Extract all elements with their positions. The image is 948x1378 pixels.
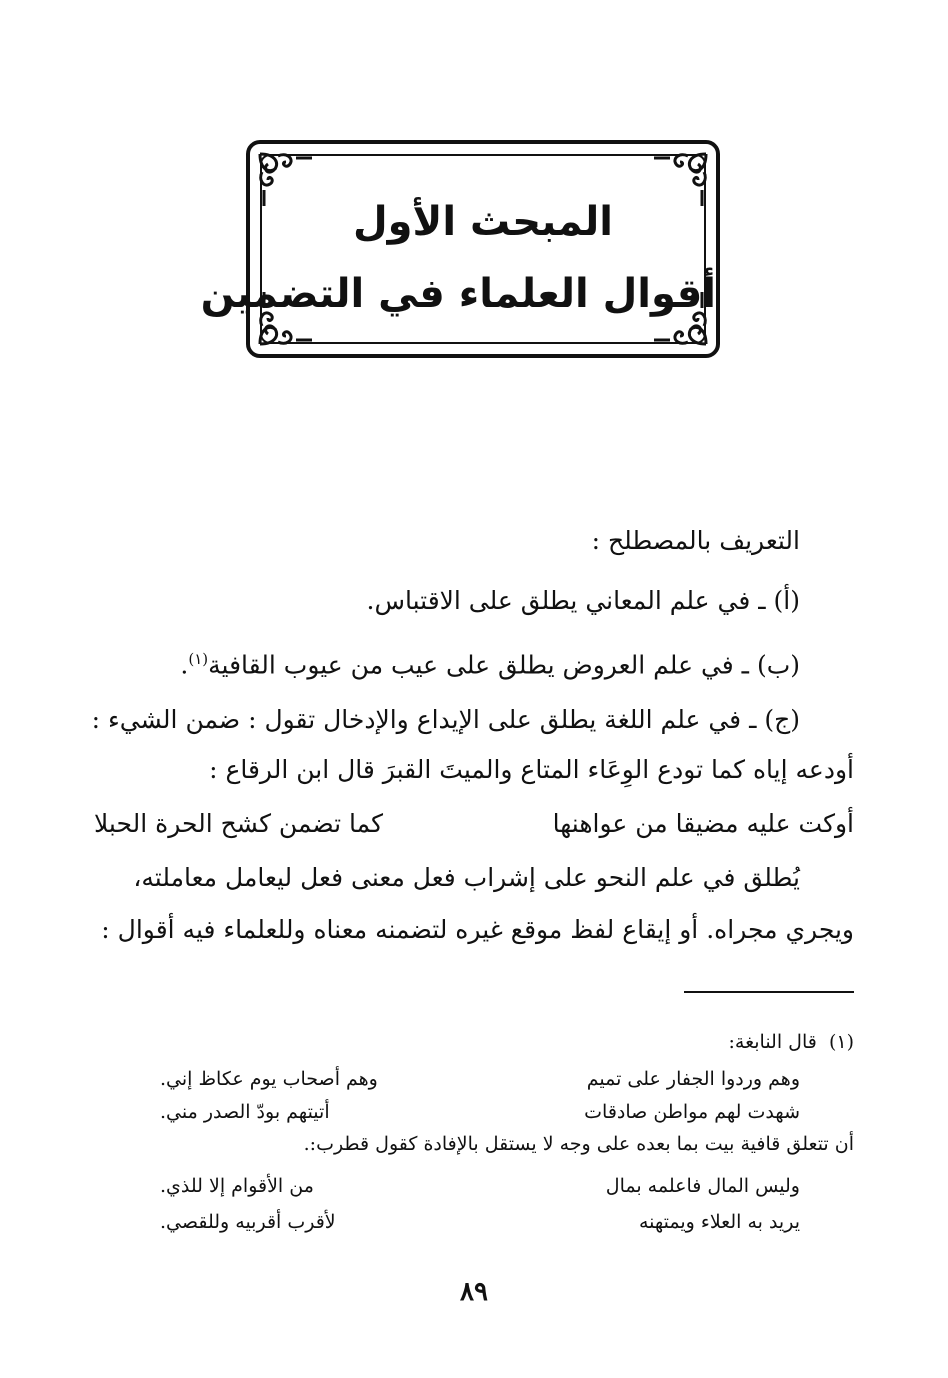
footnote-verse xyxy=(160,1169,800,1203)
verse-second-hemistich: لأقرب أقربيه وللقصي. xyxy=(160,1211,336,1233)
footnote-intro xyxy=(94,1025,854,1059)
verse-first-hemistich: يريد به العلاء ويمتهنه xyxy=(639,1211,800,1233)
definition-item-c-cont: أودعه إياه كما تودع الوِعَاء المتاع والميتَ القبرَ قال ابن الرقاع : xyxy=(209,755,854,784)
verse-first-hemistich: وليس المال فاعلمه بمال xyxy=(605,1175,800,1197)
grammar-paragraph-line2: ويجري مجراه. أو إيقاع لفظ موقع غيره لتضمنه معناه وللعلماء فيه أقوال : xyxy=(101,915,854,944)
chapter-subtitle: أقوال العلماء في التضمين xyxy=(200,271,716,317)
verse-second-hemistich: من الأقوام إلا للذي. xyxy=(160,1175,314,1197)
definition-item-a: (أ) ـ في علم المعاني يطلق على الاقتباس. xyxy=(366,586,800,615)
footnote-intro-text: قال النابغة: xyxy=(728,1031,817,1053)
verse-second-hemistich: كما تضمن كشح الحرة الحبلا xyxy=(94,809,383,838)
item-b-text: (ب) ـ في علم العروض يطلق على عيب من عيوب القافية xyxy=(208,650,800,680)
footnote-marker: (١) xyxy=(828,1031,854,1053)
definition-heading: التعريف بالمصطلح : xyxy=(591,526,800,555)
chapter-title-frame xyxy=(200,140,720,358)
footnote-ref: (١) xyxy=(188,650,209,668)
verse-first-hemistich: أوكت عليه مضيقا من عواهنها xyxy=(552,809,854,838)
poem-verse xyxy=(94,802,854,846)
verse-second-hemistich: أتيتهم بودّ الصدر مني. xyxy=(160,1101,330,1123)
page-number: ٨٩ xyxy=(460,1277,488,1307)
definition-item-c: (ج) ـ في علم اللغة يطلق على الإيداع والإدخال تقول : ضمن الشيء : xyxy=(91,705,800,734)
definition-item-b xyxy=(40,637,800,687)
verse-second-hemistich: وهم أصحاب يوم عكاظ إني. xyxy=(160,1068,378,1090)
verse-first-hemistich: شهدت لهم مواطن صادقات xyxy=(584,1101,800,1123)
footnote-verse xyxy=(160,1205,800,1239)
verse-first-hemistich: وهم وردوا الجفار على تميم xyxy=(586,1068,800,1090)
footnote-verse xyxy=(160,1095,800,1129)
footnote-separator xyxy=(684,991,854,993)
chapter-title: المبحث الأول xyxy=(352,199,614,245)
footnote-prose: أن تتعلق قافية بيت بما بعده على وجه لا يستقل بالإفادة كقول قطرب:. xyxy=(303,1133,854,1155)
footnote-verse xyxy=(160,1062,800,1096)
item-b-end: . xyxy=(180,650,189,680)
grammar-paragraph-line1: يُطلق في علم النحو على إشراب فعل معنى فعل ليعامل معاملته، xyxy=(133,863,800,892)
